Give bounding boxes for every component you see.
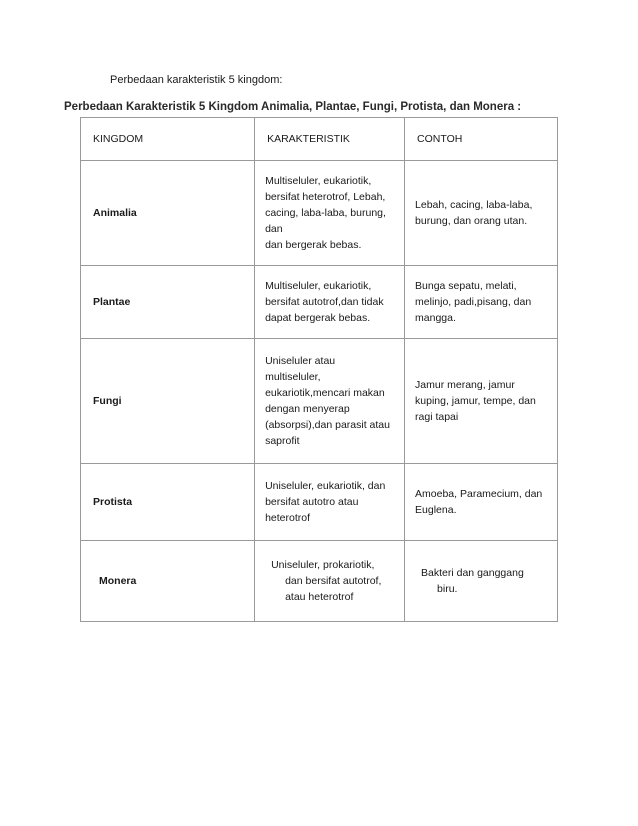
- contoh-cell: [405, 339, 558, 464]
- text-line: Multiseluler, eukariotik,: [265, 280, 372, 292]
- karakteristik-cell: [255, 464, 405, 541]
- table-row: [81, 161, 558, 266]
- contoh-cell: [405, 541, 558, 622]
- text-line: Uniseluler, eukariotik, dan: [265, 480, 386, 492]
- contoh-cell: [405, 464, 558, 541]
- kingdom-cell: Monera: [81, 541, 255, 622]
- text-line: Uniseluler, prokariotik,: [271, 559, 375, 571]
- intro-text: Perbedaan karakteristik 5 kingdom:: [110, 74, 283, 86]
- text-line: Amoeba, Paramecium, dan: [415, 488, 543, 500]
- text-line: dan bersifat autotrof,: [285, 575, 382, 587]
- text-line: burung, dan orang utan.: [415, 215, 528, 227]
- contoh-cell: [405, 266, 558, 339]
- text-line: multiseluler,: [265, 371, 321, 383]
- text-line: kuping, jamur, tempe, dan: [415, 395, 536, 407]
- text-line: heterotrof: [265, 512, 311, 524]
- text-line: Jamur merang, jamur: [415, 379, 515, 391]
- text-line: biru.: [437, 583, 458, 595]
- text-line: Lebah, cacing, laba-laba,: [415, 199, 533, 211]
- text-line: Bakteri dan ganggang: [421, 567, 524, 579]
- text-line: Multiseluler, eukariotik,: [265, 175, 372, 187]
- karakteristik-cell: [255, 161, 405, 266]
- kingdom-table: [80, 117, 558, 622]
- table-row: [81, 464, 558, 541]
- table-header-row: [81, 118, 558, 161]
- text-line: dengan menyerap: [265, 403, 350, 415]
- text-line: melinjo, padi,pisang, dan: [415, 296, 532, 308]
- text-line: bersifat heterotrof, Lebah,: [265, 191, 386, 203]
- text-line: Bunga sepatu, melati,: [415, 280, 517, 292]
- text-line: dapat bergerak bebas.: [265, 312, 371, 324]
- kingdom-cell: Fungi: [81, 339, 255, 464]
- text-line: bersifat autotrof,dan tidak: [265, 296, 384, 308]
- karakteristik-cell: [255, 339, 405, 464]
- table-row: [81, 266, 558, 339]
- text-line: dan bergerak bebas.: [265, 239, 362, 251]
- table-row: [81, 541, 558, 622]
- text-line: cacing, laba-laba, burung,: [265, 207, 386, 219]
- text-line: Uniseluler atau: [265, 355, 336, 367]
- header-kingdom: KINGDOM: [81, 118, 255, 161]
- kingdom-cell: Protista: [81, 464, 255, 541]
- text-line: dan: [265, 223, 283, 235]
- section-heading: Perbedaan Karakteristik 5 Kingdom Animalia, Plantae, Fungi, Protista, dan Monera :: [64, 101, 522, 113]
- kingdom-cell: Animalia: [81, 161, 255, 266]
- karakteristik-cell: [255, 266, 405, 339]
- table-row: [81, 339, 558, 464]
- header-contoh: CONTOH: [405, 118, 558, 161]
- text-line: atau heterotrof: [285, 591, 354, 603]
- text-line: Euglena.: [415, 504, 457, 516]
- text-line: ragi tapai: [415, 411, 459, 423]
- text-line: saprofit: [265, 435, 300, 447]
- header-karakteristik: KARAKTERISTIK: [255, 118, 405, 161]
- text-line: bersifat autotro atau: [265, 496, 359, 508]
- text-line: (absorpsi),dan parasit atau: [265, 419, 390, 431]
- contoh-cell: [405, 161, 558, 266]
- karakteristik-cell: [255, 541, 405, 622]
- kingdom-cell: Plantae: [81, 266, 255, 339]
- text-line: mangga.: [415, 312, 456, 324]
- text-line: eukariotik,mencari makan: [265, 387, 385, 399]
